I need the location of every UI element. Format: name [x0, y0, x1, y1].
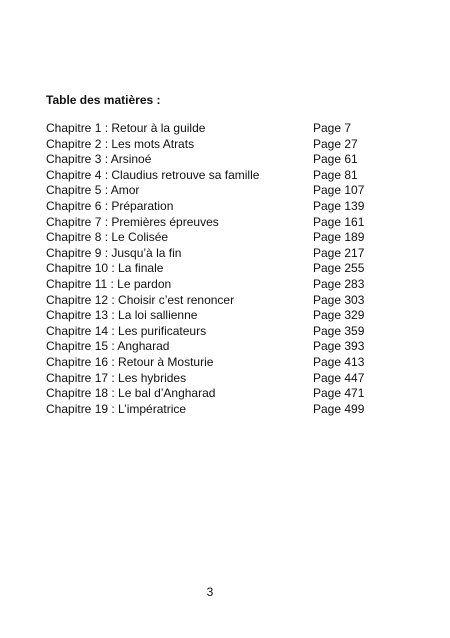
toc-entry: [46, 183, 376, 199]
chapter-title: Chapitre 1 : Retour à la guilde: [46, 121, 206, 135]
toc-entry: [46, 371, 376, 387]
toc-entry: [46, 246, 376, 262]
chapter-page: Page 81: [313, 167, 358, 182]
chapter-title: Chapitre 7 : Premières épreuves: [46, 214, 219, 229]
chapter-title: Chapitre 3 : Arsinoé: [46, 152, 152, 167]
toc-entry: [46, 293, 376, 309]
toc-heading: Table des matières :: [46, 93, 161, 107]
chapter-page: Page 255: [313, 261, 365, 276]
chapter-page: Page 27: [313, 136, 358, 151]
chapter-page: Page 189: [313, 230, 365, 245]
chapter-page: Page 283: [313, 276, 365, 291]
chapter-page: Page 499: [313, 401, 365, 416]
toc-entry: [46, 339, 376, 355]
chapter-page: Page 161: [313, 214, 365, 229]
toc-entry: [46, 402, 376, 418]
chapter-page: Page 471: [313, 386, 365, 401]
toc-entry: [46, 261, 376, 277]
toc-entry: [46, 215, 376, 231]
toc-entry: [46, 355, 376, 371]
chapter-title: Chapitre 15 : Angharad: [46, 339, 170, 354]
chapter-title: Chapitre 4 : Claudius retrouve sa famille: [46, 167, 260, 182]
chapter-page: Page 7: [313, 121, 352, 135]
chapter-title: Chapitre 10 : La finale: [46, 261, 164, 276]
chapter-title: Chapitre 12 : Choisir c’est renoncer: [46, 292, 235, 307]
chapter-page: Page 413: [313, 354, 365, 369]
chapter-page: Page 217: [313, 245, 365, 260]
chapter-title: Chapitre 9 : Jusqu’à la fin: [46, 245, 182, 260]
toc-entry: [46, 199, 376, 215]
chapter-title: Chapitre 19 : L’impératrice: [46, 401, 187, 416]
toc-entry: [46, 121, 376, 137]
toc-entry: [46, 168, 376, 184]
toc-entry: [46, 152, 376, 168]
chapter-page: Page 359: [313, 323, 365, 338]
chapter-page: Page 393: [313, 339, 365, 354]
toc-entry: [46, 308, 376, 324]
chapter-title: Chapitre 16 : Retour à Mosturie: [46, 354, 214, 369]
chapter-title: Chapitre 8 : Le Colisée: [46, 230, 169, 245]
toc-entry: [46, 230, 376, 246]
chapter-title: Chapitre 18 : Le bal d’Angharad: [46, 386, 216, 401]
chapter-page: Page 447: [313, 370, 365, 385]
toc-entry: [46, 386, 376, 402]
chapter-page: Page 303: [313, 292, 365, 307]
chapter-title: Chapitre 5 : Amor: [46, 183, 140, 198]
page-number: 3: [206, 585, 214, 599]
toc-entry: [46, 277, 376, 293]
chapter-title: Chapitre 11 : Le pardon: [46, 276, 172, 291]
chapter-page: Page 139: [313, 198, 365, 213]
chapter-title: Chapitre 14 : Les purificateurs: [46, 323, 207, 338]
chapter-title: Chapitre 6 : Préparation: [46, 198, 174, 213]
chapter-page: Page 61: [313, 152, 358, 167]
chapter-page: Page 107: [313, 183, 365, 198]
chapter-title: Chapitre 17 : Les hybrides: [46, 370, 187, 385]
toc-entry: [46, 324, 376, 340]
toc-list: [46, 121, 376, 417]
chapter-title: Chapitre 2 : Les mots Atrats: [46, 136, 195, 151]
chapter-title: Chapitre 13 : La loi sallienne: [46, 308, 198, 323]
chapter-page: Page 329: [313, 308, 365, 323]
toc-entry: [46, 137, 376, 153]
